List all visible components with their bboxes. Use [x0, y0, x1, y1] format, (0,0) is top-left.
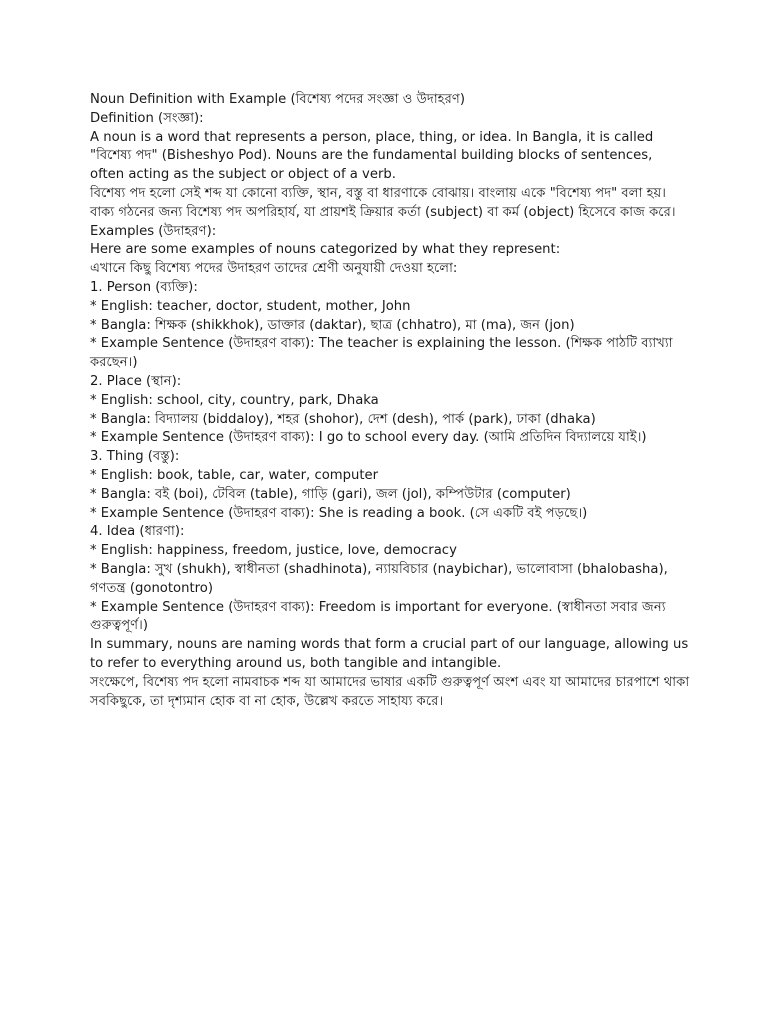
definition-bangla: বিশেষ্য পদ হলো সেই শব্দ যা কোনো ব্যক্তি, স্থান, বস্তু বা ধারণাকে বোঝায়। বাংলায় একে "বিশেষ্য পদ" বলা হয়। বাক্য গঠনের জন্য বিশেষ্য পদ অপরিহার্য, যা প্রায়শই ক্রিয়ার কর্তা (subject) বা কর্ম (object) হিসেবে কাজ করে।: [90, 185, 676, 220]
person-example: * Example Sentence (উদাহরণ বাক্য): The teacher is explaining the lesson. (শিক্ষক পাঠটি ব্যাখ্যা করছেন।): [90, 336, 673, 371]
definition-english: A noun is a word that represents a person, place, thing, or idea. In Bangla, it is called "বিশেষ্য পদ" (Bisheshyo Pod). Nouns are the fundamental building blocks of sentences, often acting as the subject or object of a verb.: [90, 129, 654, 183]
idea-example: * Example Sentence (উদাহরণ বাক্য): Freedom is important for everyone. (স্বাধীনতা সবার জন্য গুরুত্বপূর্ণ।): [90, 599, 666, 634]
thing-english: * English: book, table, car, water, computer: [90, 467, 379, 483]
idea-bangla: * Bangla: সুখ (shukh), স্বাধীনতা (shadhinota), ন্যায়বিচার (naybichar), ভালোবাসা (bhalobasha), গণতন্ত্র (gonotontro): [90, 561, 668, 596]
place-heading: 2. Place (স্থান):: [90, 373, 182, 389]
document-title: Noun Definition with Example (বিশেষ্য পদের সংজ্ঞা ও উদাহরণ): [90, 92, 465, 107]
person-english: * English: teacher, doctor, student, mother, John: [90, 298, 411, 314]
place-example: * Example Sentence (উদাহরণ বাক্য): I go to school every day. (আমি প্রতিদিন বিদ্যালয়ে যাই।): [90, 430, 647, 446]
examples-intro-bangla: এখানে কিছু বিশেষ্য পদের উদাহরণ তাদের শ্রেণী অনুযায়ী দেওয়া হলো:: [90, 261, 458, 277]
document-body: [90, 91, 690, 711]
person-heading: 1. Person (ব্যক্তি):: [90, 279, 198, 295]
summary-bangla: সংক্ষেপে, বিশেষ্য পদ হলো নামবাচক শব্দ যা আমাদের ভাষার একটি গুরুত্বপূর্ণ অংশ এবং যা আমাদের চারপাশে থাকা সবকিছুকে, তা দৃশ্যমান হোক বা না হোক, উল্লেখ করতে সাহায্য করে।: [90, 674, 690, 709]
idea-english: * English: happiness, freedom, justice, love, democracy: [90, 543, 457, 559]
thing-heading: 3. Thing (বস্তু):: [90, 449, 180, 465]
examples-heading: Examples (উদাহরণ):: [90, 223, 217, 239]
person-bangla: * Bangla: শিক্ষক (shikkhok), ডাক্তার (daktar), ছাত্র (chhatro), মা (ma), জন (jon): [90, 317, 575, 333]
summary-english: In summary, nouns are naming words that form a crucial part of our language, allowing us to refer to everything around us, both tangible and intangible.: [90, 637, 689, 671]
thing-example: * Example Sentence (উদাহরণ বাক্য): She is reading a book. (সে একটি বই পড়ছে।): [90, 505, 588, 521]
place-bangla: * Bangla: বিদ্যালয় (biddaloy), শহর (shohor), দেশ (desh), পার্ক (park), ঢাকা (dhaka): [90, 411, 596, 427]
examples-intro-english: Here are some examples of nouns categorized by what they represent:: [90, 242, 561, 258]
idea-heading: 4. Idea (ধারণা):: [90, 524, 185, 540]
definition-heading: Definition (সংজ্ঞা):: [90, 110, 204, 126]
place-english: * English: school, city, country, park, Dhaka: [90, 392, 379, 408]
thing-bangla: * Bangla: বই (boi), টেবিল (table), গাড়ি (gari), জল (jol), কম্পিউটার (computer): [90, 486, 571, 502]
